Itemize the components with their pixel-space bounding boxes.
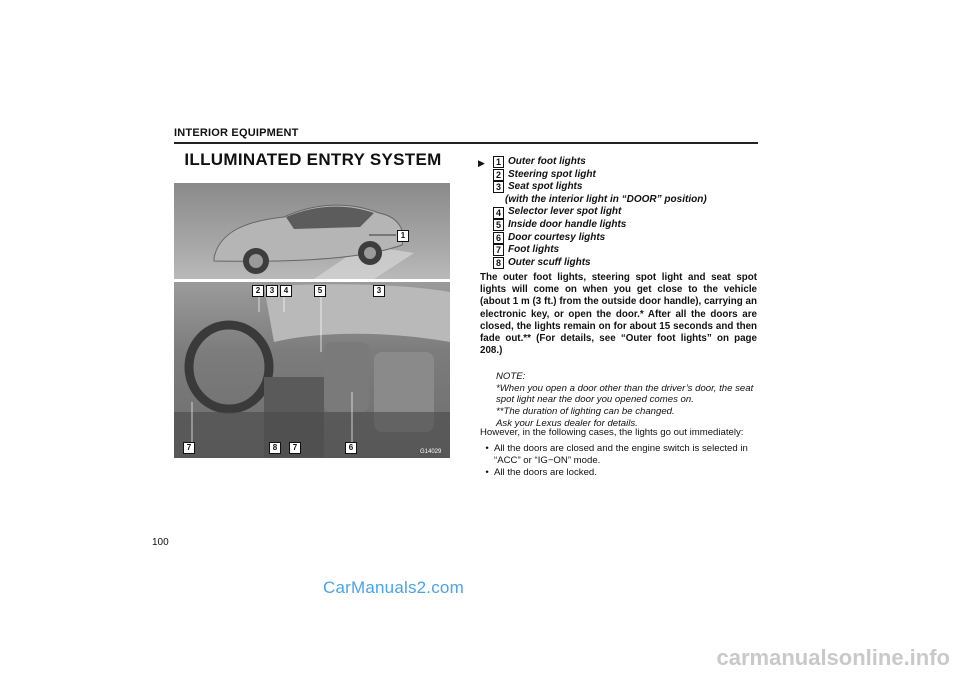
list-item: 5 Inside door handle lights <box>479 219 707 232</box>
callout-6: 6 <box>345 442 357 454</box>
list-item: 8 Outer scuff lights <box>479 257 707 270</box>
page-number: 100 <box>152 537 169 548</box>
callout-7-left: 7 <box>183 442 195 454</box>
list-item: 3 Seat spot lights <box>479 181 707 194</box>
list-item: 2 Steering spot light <box>479 169 707 182</box>
interior-cabin-photo <box>174 282 450 458</box>
list-item: 6 Door courtesy lights <box>479 232 707 245</box>
callout-8: 8 <box>269 442 281 454</box>
callout-1-exterior: 1 <box>397 230 409 242</box>
list-item: 1 Outer foot lights <box>479 156 707 169</box>
note-block <box>496 371 758 430</box>
however-text: However, in the following cases, the lights go out immediately: <box>480 427 744 438</box>
callout-4: 4 <box>280 285 292 297</box>
note-text: Ask your Lexus dealer for details. <box>496 417 638 429</box>
bullet-item: • All the doors are locked. <box>480 467 757 479</box>
note-text: **The duration of lighting can be changed. <box>496 406 675 418</box>
note-heading: NOTE: <box>496 371 526 382</box>
bullet-item: • All the doors are closed and the engine switch is selected in “ACC” or “IG−ON” mode. <box>480 443 757 467</box>
main-paragraph: The outer foot lights, steering spot light and seat spot lights will come on when you get close to the vehicle (about 1 m (3 ft.) from the outside door handle), carrying an electronic key, or open the door.* After all the doors are closed, the lights remain on for about 15 seconds and then fade out.** (For details, see “Outer foot lights” on page 208.) <box>480 272 757 357</box>
footer-watermark: carmanualsonline.info <box>716 645 950 670</box>
bullet-icon: • <box>485 443 489 454</box>
light-list <box>479 156 707 269</box>
list-item: 7 Foot lights <box>479 244 707 257</box>
callout-3-right: 3 <box>373 285 385 297</box>
cabin-illustration <box>174 282 450 458</box>
pointer-arrow-icon: ▶ <box>478 158 485 168</box>
image-code: G14029 <box>420 449 442 455</box>
list-item-note: (with the interior light in “DOOR” position) <box>505 193 707 205</box>
list-item: 4 Selector lever spot light <box>479 206 707 219</box>
note-text: *When you open a door other than the driver’s door, the seat spot light near the door you opened comes on. <box>496 382 754 406</box>
bullet-icon: • <box>485 467 489 478</box>
watermark-link[interactable]: CarManuals2.com <box>323 578 464 597</box>
callout-5: 5 <box>314 285 326 297</box>
callout-7-right: 7 <box>289 442 301 454</box>
section-header: INTERIOR EQUIPMENT <box>174 127 299 139</box>
callout-3: 3 <box>266 285 278 297</box>
callout-2: 2 <box>252 285 264 297</box>
page-title: ILLUMINATED ENTRY SYSTEM <box>184 150 442 169</box>
header-divider <box>174 142 758 144</box>
